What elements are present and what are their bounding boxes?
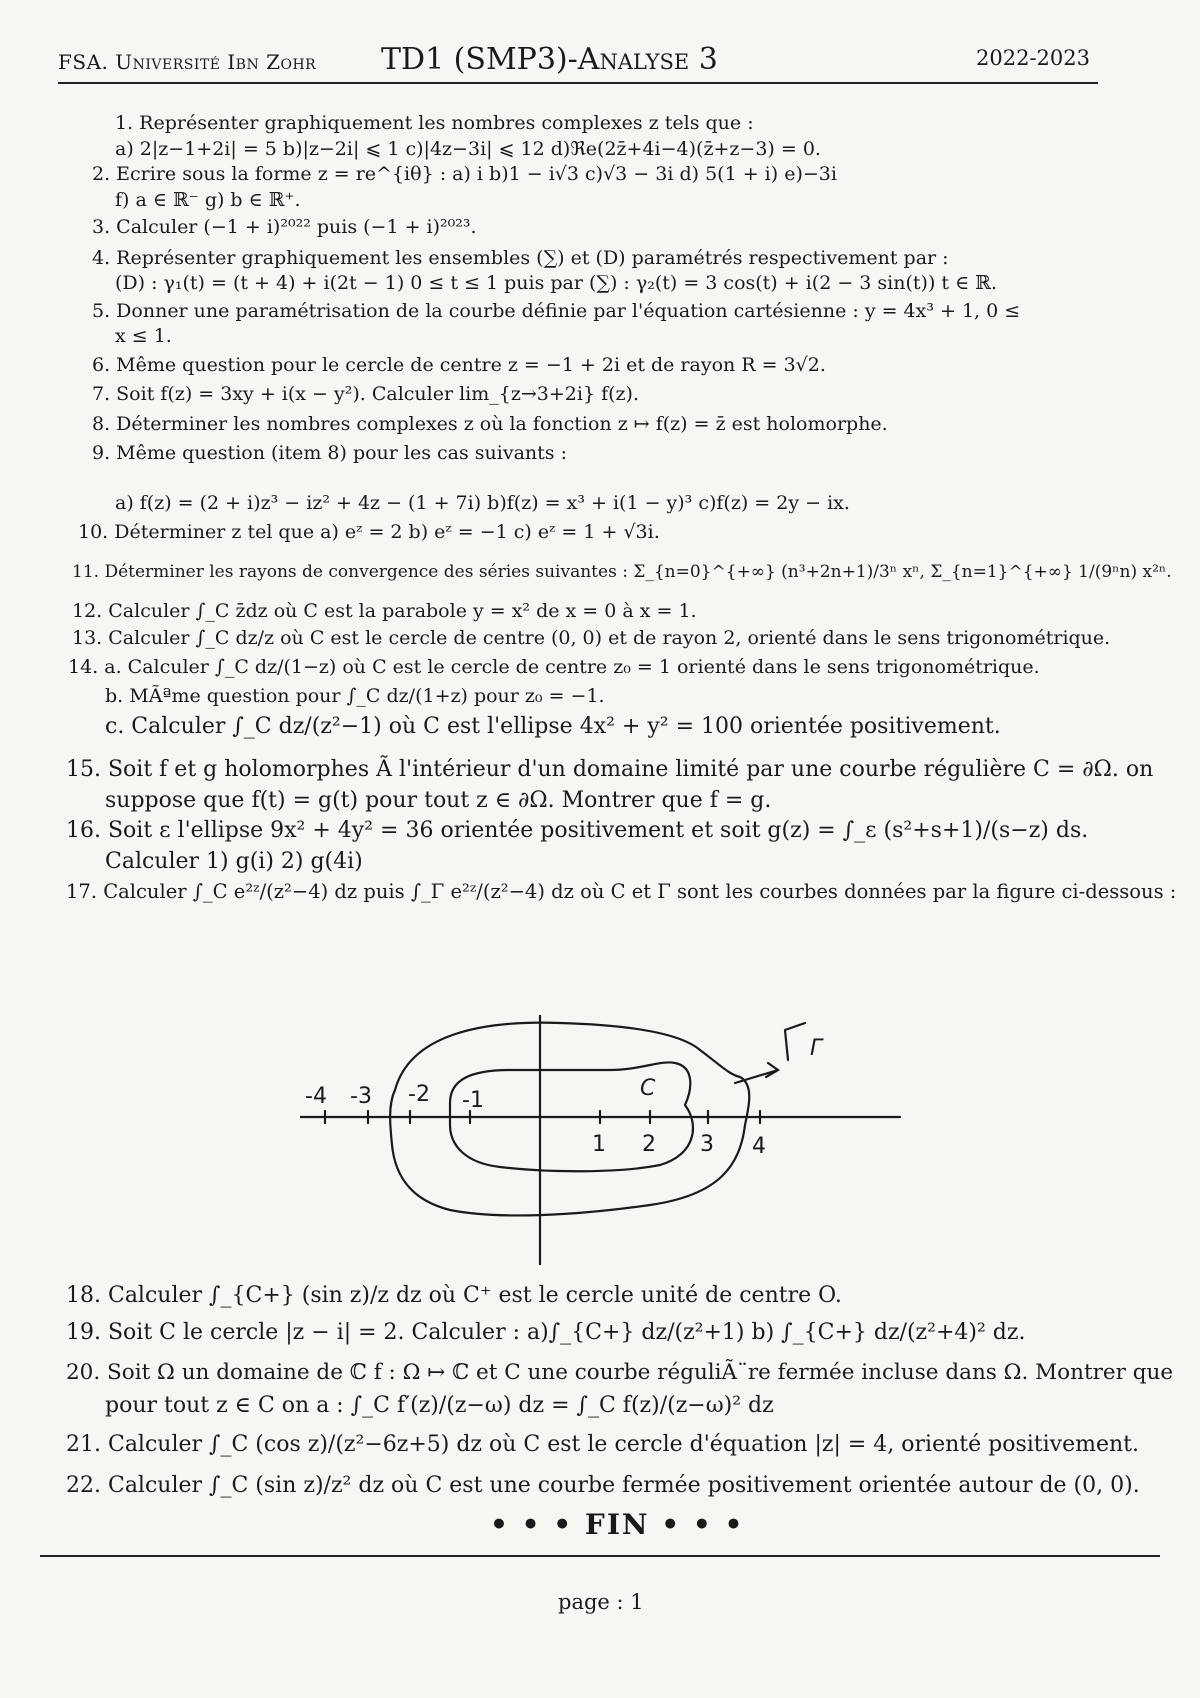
exercise-8-line-1: 8. Déterminer les nombres complexes z où la fonction z ↦ f(z) = z̄ est holomorphe. [92, 413, 888, 435]
exercise-15-line-1: 15. Soit f et g holomorphes Ã l'intérieur d'un domaine limité par une courbe régulière C = ∂Ω. on [66, 757, 1154, 782]
tick-label-1: 1 [592, 1132, 606, 1157]
exercise-3-line-1: 3. Calculer (−1 + i)²⁰²² puis (−1 + i)²⁰²³. [92, 216, 477, 238]
exercise-4-line-1: 4. Représenter graphiquement les ensembles (∑) et (D) paramétrés respectivement par : [92, 247, 949, 269]
exercise-19-line-1: 19. Soit C le cercle |z − i| = 2. Calculer : a)∫_{C+} dz/(z²+1) b) ∫_{C+} dz/(z²+4)² dz. [66, 1320, 1026, 1345]
exercise-9-line-2: a) f(z) = (2 + i)z³ − iz² + 4z − (1 + 7i) b)f(z) = x³ + i(1 − y)³ c)f(z) = 2y − ix. [115, 492, 850, 514]
exercise-5-line-1: 5. Donner une paramétrisation de la courbe définie par l'équation cartésienne : y = 4x³ + 1, 0 ≤ [92, 300, 1021, 322]
gamma-label-mark [785, 1023, 805, 1060]
curve-gamma [390, 1023, 749, 1216]
exercise-18-line-1: 18. Calculer ∫_{C+} (sin z)/z dz où C⁺ est le cercle unité de centre O. [66, 1283, 842, 1308]
exercise-14-line-2: b. MÃªme question pour ∫_C dz/(1+z) pour z₀ = −1. [105, 685, 605, 707]
exercise-4-line-2: (D) : γ₁(t) = (t + 4) + i(2t − 1) 0 ≤ t ≤ 1 puis par (∑) : γ₂(t) = 3 cos(t) + i(2 − 3 sin(t)) t ∈ ℝ. [115, 272, 998, 294]
page-number: page : 1 [558, 1590, 644, 1614]
exercise-16-line-1: 16. Soit ε l'ellipse 9x² + 4y² = 36 orientée positivement et soit g(z) = ∫_ε (s²+s+1)/(s−z) ds. [66, 818, 1089, 843]
header-institution: FSA. Université Ibn Zohr [58, 50, 317, 74]
tick-label-minus-4: -4 [305, 1084, 327, 1109]
exercise-22-line-1: 22. Calculer ∫_C (sin z)/z² dz où C est une courbe fermée positivement orientée autour de (0, 0). [66, 1473, 1140, 1498]
tick-label-minus-3: -3 [350, 1084, 372, 1109]
header-year: 2022-2023 [976, 46, 1090, 70]
exercise-21-line-1: 21. Calculer ∫_C (cos z)/(z²−6z+5) dz où C est le cercle d'équation |z| = 4, orienté positivement. [66, 1432, 1139, 1457]
exercise-6-line-1: 6. Même question pour le cercle de centre z = −1 + 2i et de rayon R = 3√2. [92, 354, 826, 376]
exercise-20-line-1: 20. Soit Ω un domaine de ℂ f : Ω ↦ ℂ et C une courbe réguliÃ¨re fermée incluse dans Ω. Montrer que [66, 1360, 1174, 1385]
exercise-7-line-1: 7. Soit f(z) = 3xy + i(x − y²). Calculer lim_{z→3+2i} f(z). [92, 383, 639, 405]
exercise-13-line-1: 13. Calculer ∫_C dz/z où C est le cercle de centre (0, 0) et de rayon 2, orienté dans le sens trigonométrique. [72, 627, 1111, 649]
page-header [58, 42, 1098, 84]
tick-label-minus-1: -1 [462, 1088, 484, 1113]
header-title: TD1 (SMP3)-Analyse 3 [381, 42, 718, 77]
exercise-17-line-1: 17. Calculer ∫_C e²ᶻ/(z²−4) dz puis ∫_Γ e²ᶻ/(z²−4) dz où C et Γ sont les courbes données par la figure ci-dessous : [66, 880, 1177, 903]
exercise-12-line-1: 12. Calculer ∫_C z̄dz où C est la parabole y = x² de x = 0 à x = 1. [72, 600, 697, 622]
gamma-arrow [735, 1063, 778, 1083]
exercise-20-line-2: pour tout z ∈ C on a : ∫_C f′(z)/(z−ω) dz = ∫_C f(z)/(z−ω)² dz [105, 1393, 774, 1418]
exercise-11-line-1: 11. Déterminer les rayons de convergence des séries suivantes : Σ_{n=0}^{+∞} (n³+2n+1)/3ⁿ xⁿ, Σ_{n=1}^{+∞} 1/(9ⁿn) x²ⁿ. [72, 562, 1172, 582]
curves-figure [300, 1015, 920, 1265]
exercise-9-line-1: 9. Même question (item 8) pour les cas suivants : [92, 442, 567, 464]
tick-label-4: 4 [752, 1134, 766, 1159]
exercise-2-line-1: 2. Ecrire sous la forme z = re^{iθ} : a) i b)1 − i√3 c)√3 − 3i d) 5(1 + i) e)−3i [92, 163, 837, 185]
exercise-1-line-2: a) 2|z−1+2i| = 5 b)|z−2i| ⩽ 1 c)|4z−3i| ⩽ 12 d)ℜe(2z̄+4i−4)(z̄+z−3) = 0. [115, 138, 821, 160]
exercise-16-line-2: Calculer 1) g(i) 2) g(4i) [105, 849, 363, 874]
exercise-14-line-1: 14. a. Calculer ∫_C dz/(1−z) où C est le cercle de centre z₀ = 1 orienté dans le sens trigonométrique. [68, 656, 1040, 678]
curve-gamma-label: Γ [810, 1036, 823, 1061]
fin-marker: • • • FIN • • • [490, 1508, 745, 1541]
exercise-1-line-1: 1. Représenter graphiquement les nombres complexes z tels que : [115, 112, 754, 134]
exercise-15-line-2: suppose que f(t) = g(t) pour tout z ∈ ∂Ω. Montrer que f = g. [105, 788, 772, 813]
exercise-14-line-3: c. Calculer ∫_C dz/(z²−1) où C est l'ellipse 4x² + y² = 100 orientée positivement. [105, 714, 1001, 739]
exercise-10-line-1: 10. Déterminer z tel que a) eᶻ = 2 b) eᶻ = −1 c) eᶻ = 1 + √3i. [78, 521, 660, 543]
tick-label-3: 3 [700, 1132, 714, 1157]
tick-label-minus-2: -2 [408, 1082, 430, 1107]
exercise-2-line-2: f) a ∈ ℝ⁻ g) b ∈ ℝ⁺. [115, 189, 301, 211]
exercise-5-line-2: x ≤ 1. [115, 325, 172, 347]
footer-rule [40, 1555, 1160, 1557]
tick-label-2: 2 [642, 1132, 656, 1157]
curve-c-label: C [640, 1076, 656, 1101]
